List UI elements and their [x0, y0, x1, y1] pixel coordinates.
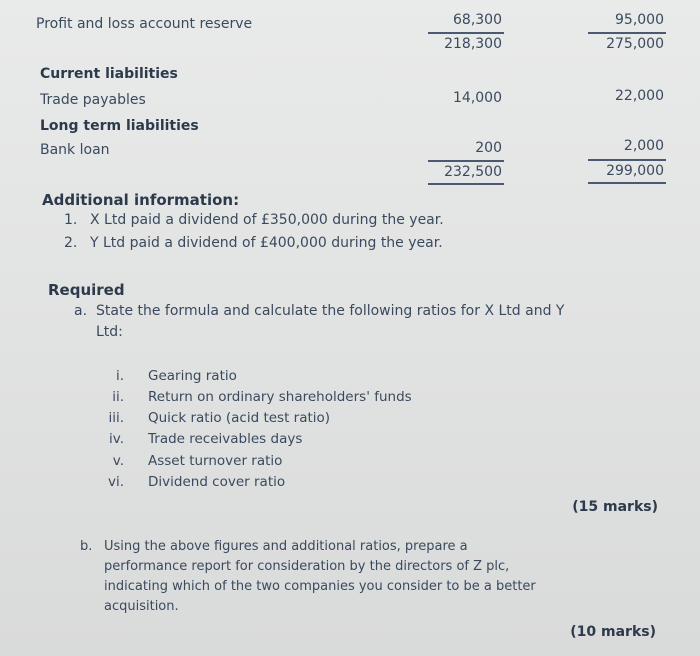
ratio-3-num: iii. — [108, 410, 124, 426]
bank-loan-y: 2,000 — [623, 138, 664, 154]
double-underline-rule — [428, 183, 504, 185]
ratio-5-num: v. — [112, 453, 124, 469]
part-b-line2: performance report for consideration by the directors of Z plc, — [104, 559, 510, 574]
pl-reserve-x: 68,300 — [453, 12, 502, 28]
part-b-line4: acquisition. — [104, 599, 179, 614]
part-b-marks: (10 marks) — [570, 624, 656, 640]
ratio-6: Dividend cover ratio — [148, 474, 286, 490]
underline-rule — [428, 160, 504, 162]
part-b-line1: Using the above figures and additional ratios, prepare a — [104, 539, 468, 554]
additional-item-2-num: 2. — [64, 235, 78, 251]
ratio-4: Trade receivables days — [148, 431, 303, 447]
part-a-text-line1: State the formula and calculate the following ratios for X Ltd and Y — [96, 303, 565, 319]
long-term-liabilities-heading: Long term liabilities — [40, 118, 199, 134]
ratio-3: Quick ratio (acid test ratio) — [148, 410, 331, 426]
part-a-marks: (15 marks) — [572, 499, 658, 515]
underline-rule — [588, 159, 666, 161]
pl-reserve-y: 95,000 — [615, 12, 664, 28]
trade-payables-label: Trade payables — [40, 92, 146, 108]
ratio-5: Asset turnover ratio — [148, 453, 283, 469]
additional-item-1-num: 1. — [64, 212, 78, 228]
part-a-marker: a. — [74, 303, 88, 319]
ratio-2-num: ii. — [112, 389, 124, 405]
underline-rule — [428, 32, 504, 34]
trade-payables-x: 14,000 — [453, 90, 502, 106]
subtotal-x: 218,300 — [444, 36, 502, 52]
trade-payables-y: 22,000 — [615, 88, 664, 104]
subtotal-y: 275,000 — [606, 36, 664, 52]
additional-info-heading: Additional information: — [42, 191, 240, 209]
part-b-marker: b. — [80, 539, 93, 554]
additional-item-2: Y Ltd paid a dividend of £400,000 during the year. — [90, 235, 443, 251]
part-b-line3: indicating which of the two companies you consider to be a better — [104, 579, 536, 594]
total-x: 232,500 — [444, 164, 502, 180]
double-underline-rule — [588, 182, 666, 184]
additional-item-1: X Ltd paid a dividend of £350,000 during the year. — [90, 212, 444, 228]
underline-rule — [588, 32, 666, 34]
ratio-1-num: i. — [115, 368, 124, 384]
ratio-2: Return on ordinary shareholders' funds — [148, 389, 412, 405]
ratio-4-num: iv. — [109, 431, 124, 447]
current-liabilities-heading: Current liabilities — [40, 66, 178, 82]
part-a-text-line2: Ltd: — [96, 324, 123, 340]
bank-loan-label: Bank loan — [40, 142, 110, 158]
bank-loan-x: 200 — [475, 140, 502, 156]
ratio-6-num: vi. — [107, 474, 124, 490]
required-heading: Required — [48, 281, 125, 299]
total-y: 299,000 — [606, 163, 664, 179]
pl-reserve-label: Profit and loss account reserve — [36, 16, 253, 32]
ratio-1: Gearing ratio — [148, 368, 237, 384]
